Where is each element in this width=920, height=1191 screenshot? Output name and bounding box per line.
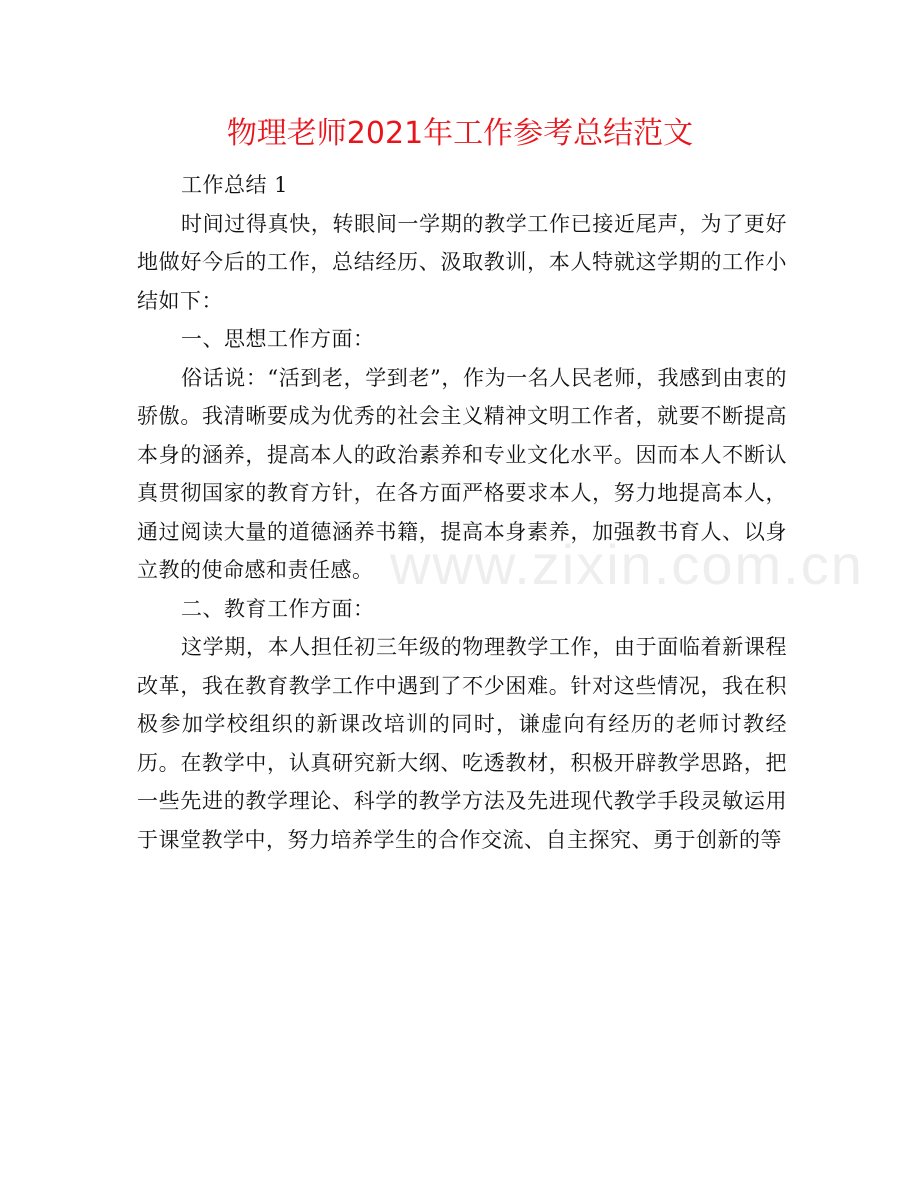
- section-heading: 一、思想工作方面：: [181, 327, 375, 351]
- paragraph: 这学期，本人担任初三年级的物理教学工作，由于面临着新课程改革，我在教育教学工作中遇到了不少困难。针对这些情况，我在积极参加学校组织的新课改培训的同时，谦虚向有经历的老师讨教经历。在教学中，认真研究新大纲、吃透教材，积极开辟教学思路，把一些先进的教学理论、科学的教学方法及先进现代教学手段灵敏运用于课堂教学中，努力培养学生的合作交流、自主探究、勇于创新的等: [137, 635, 787, 852]
- paragraph: 时间过得真快，转眼间一学期的教学工作已接近尾声，为了更好地做好今后的工作，总结经历、汲取教训，本人特就这学期的工作小结如下：: [137, 211, 787, 313]
- section-heading: 工作总结 1: [181, 173, 289, 197]
- watermark: www.zixin.com.cn: [390, 533, 864, 596]
- document-title: 物理老师2021年工作参考总结范文: [226, 116, 694, 151]
- paragraph: 俗话说：“活到老，学到老”，作为一名人民老师，我感到由衷的骄傲。我清晰要成为优秀的社会主义精神文明工作者，就要不断提高本身的涵养，提高本人的政治素养和专业文化水平。因而本人不断认真贯彻国家的教育方针，在各方面严格要求本人，努力地提高本人，通过阅读大量的道德涵养书籍，提高本身素养，加强教书育人、以身立教的使命感和责任感。: [137, 365, 787, 582]
- section-heading: 二、教育工作方面：: [181, 596, 375, 621]
- document-body: [137, 166, 787, 859]
